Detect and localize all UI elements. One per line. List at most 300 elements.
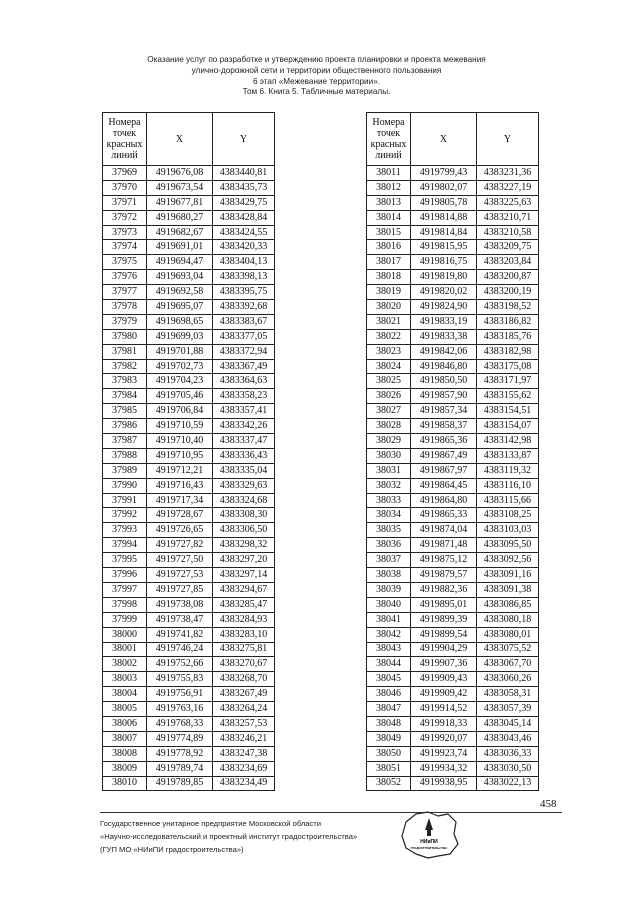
y-coordinate-cell: 4383257,53	[213, 716, 275, 731]
x-coordinate-cell: 4919698,65	[147, 314, 213, 329]
point-number-cell: 37972	[103, 210, 147, 225]
table-row	[103, 568, 275, 583]
point-number-cell: 38033	[367, 493, 411, 508]
y-coordinate-cell: 4383043,46	[477, 731, 539, 746]
table-row	[103, 582, 275, 597]
y-coordinate-cell: 4383119,32	[477, 463, 539, 478]
x-coordinate-cell: 4919741,82	[147, 627, 213, 642]
x-coordinate-cell: 4919692,58	[147, 285, 213, 300]
table-row	[103, 493, 275, 508]
table-row	[367, 568, 539, 583]
point-number-cell: 38003	[103, 672, 147, 687]
point-number-cell: 37992	[103, 508, 147, 523]
table-row	[367, 523, 539, 538]
y-coordinate-cell: 4383268,70	[213, 672, 275, 687]
y-coordinate-cell: 4383154,51	[477, 404, 539, 419]
table-row	[367, 776, 539, 791]
point-number-cell: 38045	[367, 672, 411, 687]
x-coordinate-cell: 4919907,36	[411, 657, 477, 672]
point-number-cell: 38027	[367, 404, 411, 419]
point-number-cell: 38014	[367, 210, 411, 225]
x-coordinate-cell: 4919920,07	[411, 731, 477, 746]
table-row	[367, 270, 539, 285]
table-row	[103, 553, 275, 568]
x-coordinate-cell: 4919763,16	[147, 702, 213, 717]
point-number-cell: 37970	[103, 180, 147, 195]
x-coordinate-cell: 4919904,29	[411, 642, 477, 657]
table-row	[367, 359, 539, 374]
point-number-cell: 38042	[367, 627, 411, 642]
point-number-cell: 38030	[367, 448, 411, 463]
y-coordinate-cell: 4383297,14	[213, 568, 275, 583]
x-coordinate-cell: 4919938,95	[411, 776, 477, 791]
y-coordinate-cell: 4383108,25	[477, 508, 539, 523]
x-coordinate-cell: 4919727,85	[147, 582, 213, 597]
point-number-cell: 38024	[367, 359, 411, 374]
point-number-cell: 38004	[103, 687, 147, 702]
x-coordinate-cell: 4919738,08	[147, 597, 213, 612]
x-coordinate-cell: 4919710,59	[147, 419, 213, 434]
table-row	[367, 448, 539, 463]
point-number-cell: 37975	[103, 255, 147, 270]
y-coordinate-cell: 4383045,14	[477, 716, 539, 731]
point-number-cell: 38043	[367, 642, 411, 657]
point-number-cell: 38005	[103, 702, 147, 717]
table-row	[367, 180, 539, 195]
x-coordinate-cell: 4919694,47	[147, 255, 213, 270]
point-number-cell: 38011	[367, 166, 411, 181]
x-coordinate-cell: 4919899,54	[411, 627, 477, 642]
y-coordinate-cell: 4383285,47	[213, 597, 275, 612]
table-row	[103, 210, 275, 225]
y-coordinate-cell: 4383283,10	[213, 627, 275, 642]
org-name-line-3: (ГУП МО «НИиПИ градостроительства»)	[100, 845, 244, 854]
table-row	[367, 210, 539, 225]
table-row	[103, 166, 275, 181]
y-coordinate-cell: 4383329,63	[213, 478, 275, 493]
x-coordinate-cell: 4919864,45	[411, 478, 477, 493]
x-coordinate-cell: 4919727,50	[147, 553, 213, 568]
footer-divider	[100, 812, 562, 813]
point-number-cell: 38046	[367, 687, 411, 702]
table-row	[367, 597, 539, 612]
point-number-cell: 38025	[367, 374, 411, 389]
point-number-cell: 37996	[103, 568, 147, 583]
y-coordinate-cell: 4383086,85	[477, 597, 539, 612]
x-coordinate-cell: 4919879,57	[411, 568, 477, 583]
organization-footer	[100, 817, 357, 856]
x-coordinate-cell: 4919865,36	[411, 434, 477, 449]
y-coordinate-cell: 4383058,31	[477, 687, 539, 702]
x-coordinate-cell: 4919693,04	[147, 270, 213, 285]
y-coordinate-cell: 4383398,13	[213, 270, 275, 285]
y-coordinate-cell: 4383133,87	[477, 448, 539, 463]
logo-subtext: ГРАДОСТРОИТЕЛЬСТВА	[410, 846, 448, 850]
point-number-cell: 37999	[103, 612, 147, 627]
table-row	[367, 731, 539, 746]
x-coordinate-cell: 4919778,92	[147, 746, 213, 761]
y-coordinate-cell: 4383440,81	[213, 166, 275, 181]
y-coordinate-cell: 4383364,63	[213, 374, 275, 389]
table-row	[103, 270, 275, 285]
coordinates-table-right	[366, 112, 539, 791]
y-coordinate-cell: 4383203,84	[477, 255, 539, 270]
table-row	[103, 776, 275, 791]
column-header-point-number: Номера точек красных линий	[103, 113, 147, 166]
point-number-cell: 38048	[367, 716, 411, 731]
x-coordinate-cell: 4919895,01	[411, 597, 477, 612]
y-coordinate-cell: 4383377,05	[213, 329, 275, 344]
x-coordinate-cell: 4919802,07	[411, 180, 477, 195]
point-number-cell: 38038	[367, 568, 411, 583]
x-coordinate-cell: 4919755,83	[147, 672, 213, 687]
y-coordinate-cell: 4383155,62	[477, 389, 539, 404]
x-coordinate-cell: 4919677,81	[147, 195, 213, 210]
x-coordinate-cell: 4919846,80	[411, 359, 477, 374]
point-number-cell: 38051	[367, 761, 411, 776]
point-number-cell: 38007	[103, 731, 147, 746]
x-coordinate-cell: 4919814,84	[411, 225, 477, 240]
table-row	[367, 240, 539, 255]
y-coordinate-cell: 4383210,58	[477, 225, 539, 240]
x-coordinate-cell: 4919820,02	[411, 285, 477, 300]
table-row	[367, 553, 539, 568]
table-row	[103, 285, 275, 300]
x-coordinate-cell: 4919857,34	[411, 404, 477, 419]
y-coordinate-cell: 4383429,75	[213, 195, 275, 210]
point-number-cell: 37973	[103, 225, 147, 240]
y-coordinate-cell: 4383234,69	[213, 761, 275, 776]
header-title-line-2: улично-дорожной сети и территории общественного пользования	[191, 65, 442, 75]
point-number-cell: 37995	[103, 553, 147, 568]
y-coordinate-cell: 4383270,67	[213, 657, 275, 672]
table-row	[367, 314, 539, 329]
x-coordinate-cell: 4919774,89	[147, 731, 213, 746]
y-coordinate-cell: 4383185,76	[477, 329, 539, 344]
point-number-cell: 37983	[103, 374, 147, 389]
point-number-cell: 37971	[103, 195, 147, 210]
table-row	[103, 255, 275, 270]
table-row	[367, 672, 539, 687]
point-number-cell: 37977	[103, 285, 147, 300]
table-row	[103, 225, 275, 240]
table-row	[103, 702, 275, 717]
table-body-left	[103, 166, 275, 791]
y-coordinate-cell: 4383095,50	[477, 538, 539, 553]
x-coordinate-cell: 4919704,23	[147, 374, 213, 389]
point-number-cell: 38026	[367, 389, 411, 404]
column-header-x: X	[411, 113, 477, 166]
y-coordinate-cell: 4383067,70	[477, 657, 539, 672]
table-row	[103, 746, 275, 761]
point-number-cell: 38009	[103, 761, 147, 776]
x-coordinate-cell: 4919768,33	[147, 716, 213, 731]
point-number-cell: 38052	[367, 776, 411, 791]
x-coordinate-cell: 4919727,53	[147, 568, 213, 583]
point-number-cell: 38006	[103, 716, 147, 731]
x-coordinate-cell: 4919805,78	[411, 195, 477, 210]
table-row	[367, 538, 539, 553]
y-coordinate-cell: 4383297,20	[213, 553, 275, 568]
table-row	[367, 642, 539, 657]
y-coordinate-cell: 4383298,32	[213, 538, 275, 553]
y-coordinate-cell: 4383075,52	[477, 642, 539, 657]
x-coordinate-cell: 4919816,75	[411, 255, 477, 270]
y-coordinate-cell: 4383200,87	[477, 270, 539, 285]
logo-text: НИиПИ	[420, 839, 438, 845]
y-coordinate-cell: 4383247,38	[213, 746, 275, 761]
table-row	[367, 508, 539, 523]
y-coordinate-cell: 4383435,73	[213, 180, 275, 195]
y-coordinate-cell: 4383200,19	[477, 285, 539, 300]
y-coordinate-cell: 4383115,66	[477, 493, 539, 508]
point-number-cell: 37997	[103, 582, 147, 597]
x-coordinate-cell: 4919710,40	[147, 434, 213, 449]
table-row	[103, 180, 275, 195]
x-coordinate-cell: 4919850,50	[411, 374, 477, 389]
x-coordinate-cell: 4919702,73	[147, 359, 213, 374]
y-coordinate-cell: 4383198,52	[477, 300, 539, 315]
table-row	[103, 761, 275, 776]
coordinates-table-left	[102, 112, 275, 791]
y-coordinate-cell: 4383428,84	[213, 210, 275, 225]
point-number-cell: 38029	[367, 434, 411, 449]
y-coordinate-cell: 4383336,43	[213, 448, 275, 463]
point-number-cell: 38035	[367, 523, 411, 538]
y-coordinate-cell: 4383171,97	[477, 374, 539, 389]
table-row	[367, 195, 539, 210]
y-coordinate-cell: 4383210,71	[477, 210, 539, 225]
table-row	[367, 746, 539, 761]
x-coordinate-cell: 4919717,34	[147, 493, 213, 508]
table-row	[103, 300, 275, 315]
table-header-row	[367, 113, 539, 166]
table-row	[103, 508, 275, 523]
table-row	[367, 657, 539, 672]
header-volume-line: Том 6. Книга 5. Табличные материалы.	[242, 87, 391, 97]
y-coordinate-cell: 4383209,75	[477, 240, 539, 255]
x-coordinate-cell: 4919833,38	[411, 329, 477, 344]
x-coordinate-cell: 4919699,03	[147, 329, 213, 344]
x-coordinate-cell: 4919728,67	[147, 508, 213, 523]
x-coordinate-cell: 4919864,80	[411, 493, 477, 508]
y-coordinate-cell: 4383175,08	[477, 359, 539, 374]
x-coordinate-cell: 4919710,95	[147, 448, 213, 463]
header-title-line-1: Оказание услуг по разработке и утверждению проекта планировки и проекта межевания	[147, 55, 486, 64]
table-row	[367, 434, 539, 449]
point-number-cell: 38017	[367, 255, 411, 270]
column-header-x: X	[147, 113, 213, 166]
table-row	[367, 166, 539, 181]
moscow-region-logo-icon	[398, 808, 460, 860]
y-coordinate-cell: 4383383,67	[213, 314, 275, 329]
x-coordinate-cell: 4919738,47	[147, 612, 213, 627]
point-number-cell: 38013	[367, 195, 411, 210]
x-coordinate-cell: 4919691,01	[147, 240, 213, 255]
point-number-cell: 38047	[367, 702, 411, 717]
table-row	[367, 255, 539, 270]
table-row	[103, 463, 275, 478]
column-header-y: Y	[477, 113, 539, 166]
y-coordinate-cell: 4383324,68	[213, 493, 275, 508]
x-coordinate-cell: 4919727,82	[147, 538, 213, 553]
point-number-cell: 38002	[103, 657, 147, 672]
table-row	[367, 463, 539, 478]
table-row	[367, 627, 539, 642]
x-coordinate-cell: 4919799,43	[411, 166, 477, 181]
page-number: 458	[540, 798, 557, 810]
table-row	[367, 702, 539, 717]
point-number-cell: 37978	[103, 300, 147, 315]
table-row	[103, 434, 275, 449]
x-coordinate-cell: 4919867,97	[411, 463, 477, 478]
table-row	[367, 285, 539, 300]
y-coordinate-cell: 4383091,38	[477, 582, 539, 597]
y-coordinate-cell: 4383275,81	[213, 642, 275, 657]
x-coordinate-cell: 4919756,91	[147, 687, 213, 702]
y-coordinate-cell: 4383154,07	[477, 419, 539, 434]
table-row	[367, 374, 539, 389]
x-coordinate-cell: 4919865,33	[411, 508, 477, 523]
table-row	[367, 478, 539, 493]
table-row	[103, 657, 275, 672]
column-header-point-number: Номера точек красных линий	[367, 113, 411, 166]
x-coordinate-cell: 4919746,24	[147, 642, 213, 657]
x-coordinate-cell: 4919789,85	[147, 776, 213, 791]
point-number-cell: 38028	[367, 419, 411, 434]
x-coordinate-cell: 4919882,36	[411, 582, 477, 597]
x-coordinate-cell: 4919899,39	[411, 612, 477, 627]
point-number-cell: 37980	[103, 329, 147, 344]
y-coordinate-cell: 4383358,23	[213, 389, 275, 404]
y-coordinate-cell: 4383424,55	[213, 225, 275, 240]
x-coordinate-cell: 4919701,88	[147, 344, 213, 359]
table-row	[367, 493, 539, 508]
y-coordinate-cell: 4383246,21	[213, 731, 275, 746]
y-coordinate-cell: 4383091,16	[477, 568, 539, 583]
org-name-line-1: Государственное унитарное предприятие Московской области	[100, 819, 322, 828]
y-coordinate-cell: 4383231,36	[477, 166, 539, 181]
y-coordinate-cell: 4383372,94	[213, 344, 275, 359]
point-number-cell: 38023	[367, 344, 411, 359]
y-coordinate-cell: 4383036,33	[477, 746, 539, 761]
header-stage-line: 6 этап «Межевание территории».	[252, 76, 381, 86]
point-number-cell: 38000	[103, 627, 147, 642]
y-coordinate-cell: 4383306,50	[213, 523, 275, 538]
x-coordinate-cell: 4919914,52	[411, 702, 477, 717]
table-row	[103, 329, 275, 344]
table-row	[103, 716, 275, 731]
x-coordinate-cell: 4919909,43	[411, 672, 477, 687]
point-number-cell: 37989	[103, 463, 147, 478]
x-coordinate-cell: 4919875,12	[411, 553, 477, 568]
x-coordinate-cell: 4919673,54	[147, 180, 213, 195]
x-coordinate-cell: 4919814,88	[411, 210, 477, 225]
y-coordinate-cell: 4383186,82	[477, 314, 539, 329]
table-row	[367, 300, 539, 315]
point-number-cell: 38016	[367, 240, 411, 255]
x-coordinate-cell: 4919682,67	[147, 225, 213, 240]
point-number-cell: 38037	[367, 553, 411, 568]
x-coordinate-cell: 4919815,95	[411, 240, 477, 255]
x-coordinate-cell: 4919874,04	[411, 523, 477, 538]
x-coordinate-cell: 4919726,65	[147, 523, 213, 538]
y-coordinate-cell: 4383357,41	[213, 404, 275, 419]
x-coordinate-cell: 4919833,19	[411, 314, 477, 329]
table-row	[367, 225, 539, 240]
point-number-cell: 37974	[103, 240, 147, 255]
point-number-cell: 37993	[103, 523, 147, 538]
y-coordinate-cell: 4383080,01	[477, 627, 539, 642]
x-coordinate-cell: 4919752,66	[147, 657, 213, 672]
y-coordinate-cell: 4383234,49	[213, 776, 275, 791]
point-number-cell: 38015	[367, 225, 411, 240]
y-coordinate-cell: 4383060,26	[477, 672, 539, 687]
table-row	[103, 419, 275, 434]
x-coordinate-cell: 4919716,43	[147, 478, 213, 493]
y-coordinate-cell: 4383227,19	[477, 180, 539, 195]
point-number-cell: 38021	[367, 314, 411, 329]
x-coordinate-cell: 4919676,08	[147, 166, 213, 181]
point-number-cell: 38040	[367, 597, 411, 612]
point-number-cell: 38049	[367, 731, 411, 746]
table-row	[103, 374, 275, 389]
point-number-cell: 37994	[103, 538, 147, 553]
table-row	[103, 627, 275, 642]
x-coordinate-cell: 4919867,49	[411, 448, 477, 463]
x-coordinate-cell: 4919842,06	[411, 344, 477, 359]
y-coordinate-cell: 4383116,10	[477, 478, 539, 493]
document-header	[0, 55, 633, 98]
x-coordinate-cell: 4919712,21	[147, 463, 213, 478]
x-coordinate-cell: 4919934,32	[411, 761, 477, 776]
point-number-cell: 37982	[103, 359, 147, 374]
y-coordinate-cell: 4383294,67	[213, 582, 275, 597]
point-number-cell: 38022	[367, 329, 411, 344]
point-number-cell: 37988	[103, 448, 147, 463]
table-row	[367, 582, 539, 597]
point-number-cell: 38020	[367, 300, 411, 315]
point-number-cell: 38008	[103, 746, 147, 761]
table-row	[103, 612, 275, 627]
table-row	[367, 329, 539, 344]
x-coordinate-cell: 4919909,42	[411, 687, 477, 702]
point-number-cell: 37986	[103, 419, 147, 434]
point-number-cell: 37985	[103, 404, 147, 419]
point-number-cell: 38031	[367, 463, 411, 478]
x-coordinate-cell: 4919923,74	[411, 746, 477, 761]
point-number-cell: 38050	[367, 746, 411, 761]
table-row	[103, 538, 275, 553]
y-coordinate-cell: 4383342,26	[213, 419, 275, 434]
table-row	[103, 597, 275, 612]
y-coordinate-cell: 4383225,63	[477, 195, 539, 210]
point-number-cell: 37990	[103, 478, 147, 493]
y-coordinate-cell: 4383420,33	[213, 240, 275, 255]
x-coordinate-cell: 4919858,37	[411, 419, 477, 434]
table-row	[103, 389, 275, 404]
x-coordinate-cell: 4919680,27	[147, 210, 213, 225]
y-coordinate-cell: 4383337,47	[213, 434, 275, 449]
table-row	[103, 687, 275, 702]
point-number-cell: 38044	[367, 657, 411, 672]
point-number-cell: 37984	[103, 389, 147, 404]
point-number-cell: 37969	[103, 166, 147, 181]
point-number-cell: 37981	[103, 344, 147, 359]
table-row	[367, 404, 539, 419]
table-row	[367, 761, 539, 776]
table-body-right	[367, 166, 539, 791]
